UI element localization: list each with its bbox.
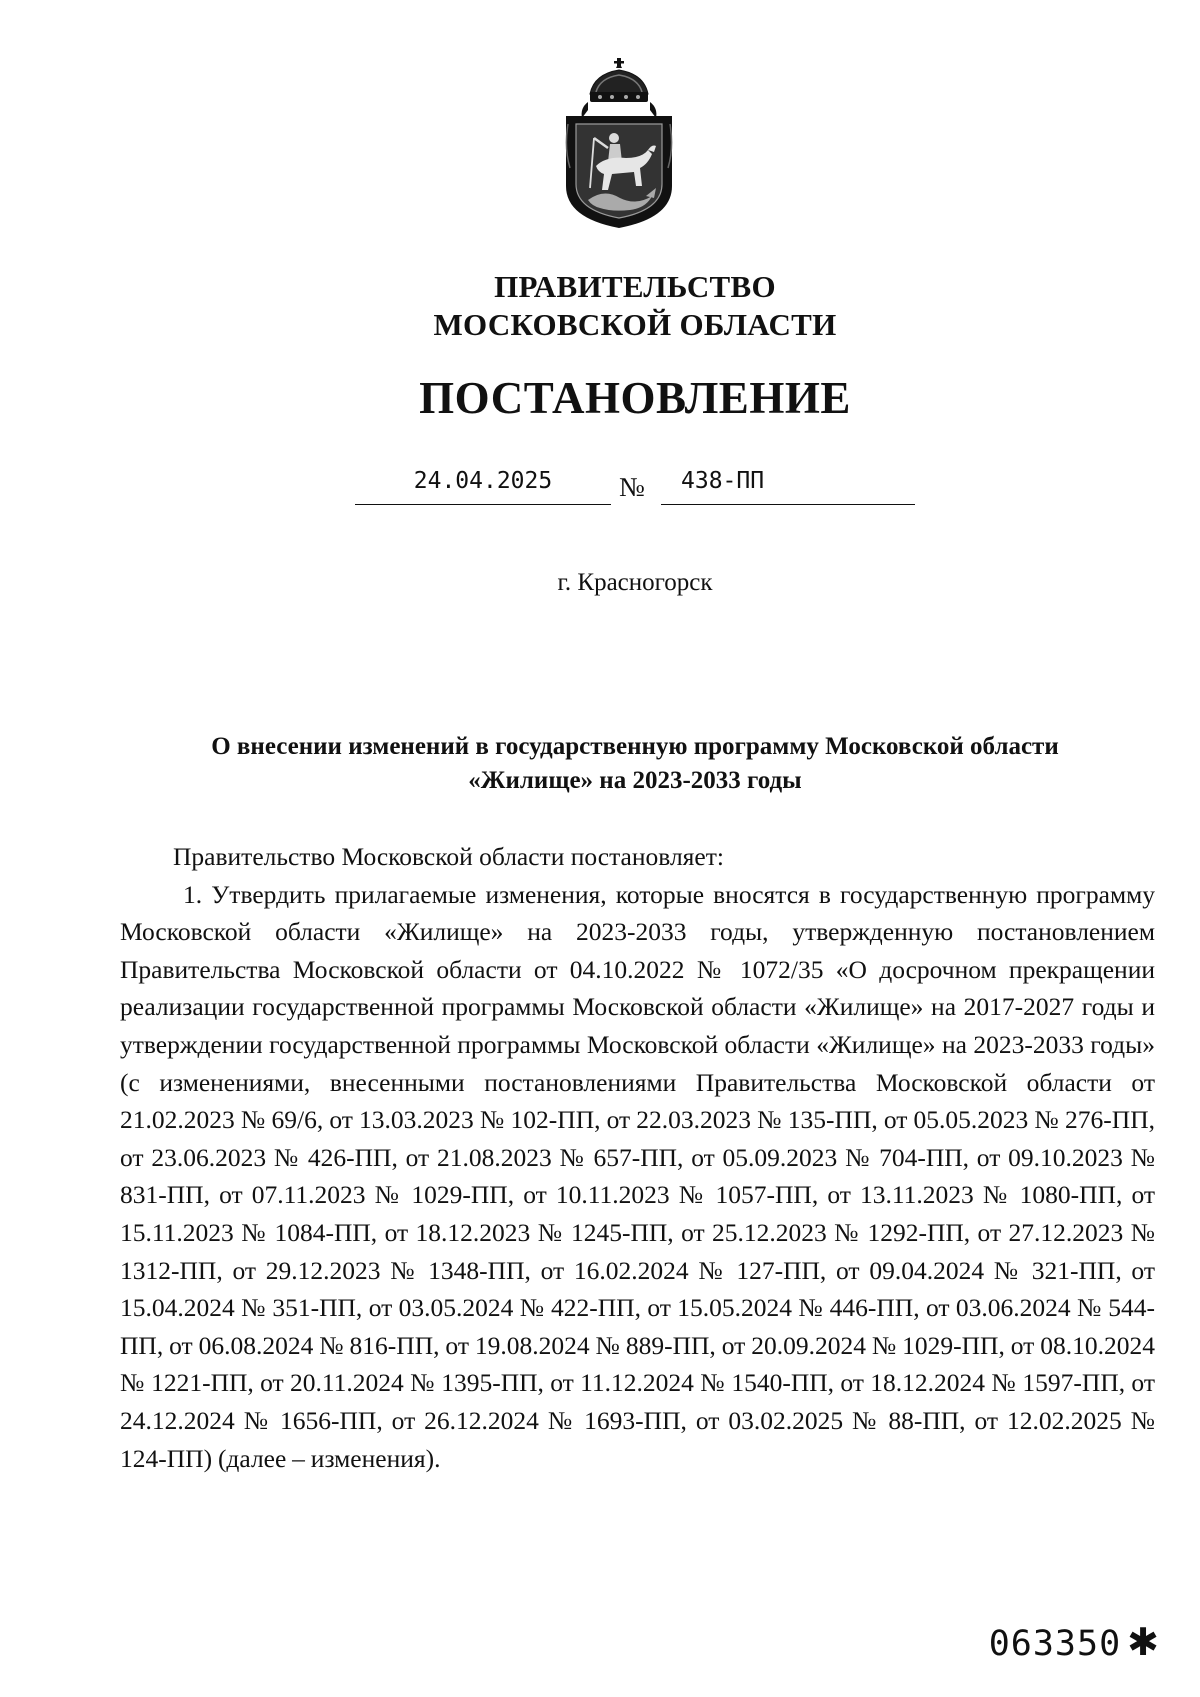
organization-name-line2: МОСКОВСКОЙ ОБЛАСТИ <box>433 307 837 342</box>
place-of-issue: г. Красногорск <box>557 569 713 596</box>
document-body <box>120 838 1155 1477</box>
number-sign: № <box>619 472 645 502</box>
body-paragraph-1: 1. Утвердить прилагаемые изменения, которые вносятся в государственную программу Московской области «Жилище» на 2023-2033 годы, утвержденную постановлением Правительства Московской области от 04.10.2022 № 1072/35 «О досрочном прекращении реализации государственной программы Московской области «Жилище» на 2017-2027 годы и утверждении государственной программы Московской области «Жилище» на 2023-2033 годы» (с изменениями, внесенными постановлениями Правительства Московской области от 21.02.2023 № 69/6, от 13.03.2023 № 102-ПП, от 22.03.2023 № 135-ПП, от 05.05.2023 № 276-ПП, от 23.06.2023 № 426-ПП, от 21.08.2023 № 657-ПП, от 05.09.2023 № 704-ПП, от 09.10.2023 № 831-ПП, от 07.11.2023 № 1029-ПП, от 10.11.2023 № 1057-ПП, от 13.11.2023 № 1080-ПП, от 15.11.2023 № 1084-ПП, от 18.12.2023 № 1245-ПП, от 25.12.2023 № 1292-ПП, от 27.12.2023 № 1312-ПП, от 29.12.2023 № 1348-ПП, от 16.02.2024 № 127-ПП, от 09.04.2024 № 321-ПП, от 15.04.2024 № 351-ПП, от 03.05.2024 № 422-ПП, от 15.05.2024 № 446-ПП, от 03.06.2024 № 544-ПП, от 06.08.2024 № 816-ПП, от 19.08.2024 № 889-ПП, от 20.09.2024 № 1029-ПП, от 08.10.2024 № 1221-ПП, от 20.11.2024 № 1395-ПП, от 11.12.2024 № 1540-ПП, от 18.12.2024 № 1597-ПП, от 24.12.2024 № 1656-ПП, от 26.12.2024 № 1693-ПП, от 03.02.2025 № 88-ПП, от 12.02.2025 № 124-ПП) (далее – изменения). <box>120 879 1155 1473</box>
document-date: 24.04.2025 <box>355 466 611 505</box>
moscow-oblast-coat-of-arms-icon <box>560 58 678 230</box>
subject-line1: О внесении изменений в государственную программу Московской области <box>211 733 1059 760</box>
asterisk-icon: ✱ <box>1127 1620 1160 1664</box>
serial-number: 063350 <box>988 1624 1122 1664</box>
subject-line2: «Жилище» на 2023-2033 годы <box>468 767 802 794</box>
registration-line <box>355 466 915 506</box>
document-number-field <box>661 466 915 505</box>
organization-name-line1: ПРАВИТЕЛЬСТВО <box>494 269 776 304</box>
body-intro: Правительство Московской области постановляет: <box>173 842 724 871</box>
document-number: 438-ПП <box>681 468 765 494</box>
document-type-title: ПОСТАНОВЛЕНИЕ <box>419 373 851 423</box>
form-serial-number <box>989 1622 1160 1664</box>
